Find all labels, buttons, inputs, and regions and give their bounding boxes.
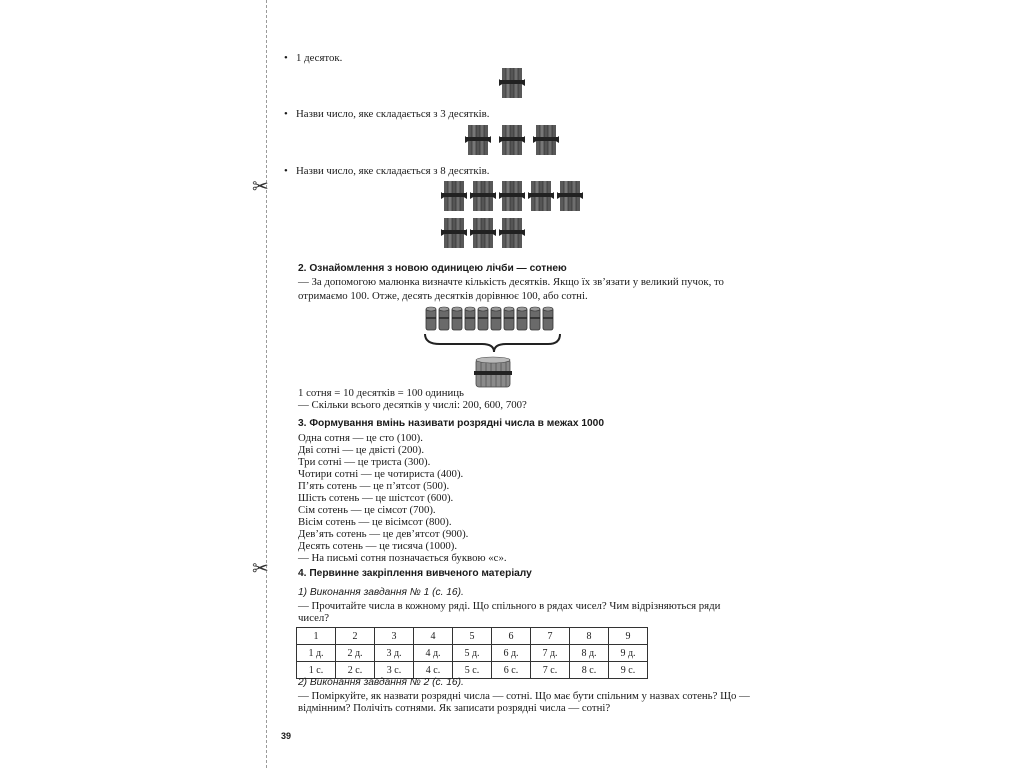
table-cell: 6 д. [492,645,531,662]
ten-sticks-bundle-icon [499,125,525,155]
hundred-bundle-icon [474,357,512,387]
table-cell: 5 д. [453,645,492,662]
table-cell: 2 [336,628,375,645]
paragraph-line: — Поміркуйте, як назвати розрядні числа — сотні. Що має бути спільним у назвах сотень? Що — [298,690,750,702]
ten-sticks-bundle-group [438,178,584,254]
list-line: Чотири сотні — це чотириста (400). [298,468,464,480]
table-cell: 8 с. [570,662,609,679]
section-heading: 3. Формування вмінь називати розрядні числа в межах 1000 [298,418,604,429]
list-line: Дев’ять сотень — це дев’ятсот (900). [298,528,469,540]
ten-sticks-bundle-icon [499,218,525,248]
scissors-icon: ✂ [252,174,269,198]
equation-text: 1 сотня = 10 десятків = 100 одиниць [298,387,464,399]
cut-line [266,0,267,768]
paragraph-line: чисел? [298,612,330,624]
table-cell: 5 [453,628,492,645]
ten-sticks-bundle-icon [470,218,496,248]
table-cell: 5 с. [453,662,492,679]
scissors-icon: ✂ [252,556,269,580]
table-cell: 9 с. [609,662,648,679]
table-cell: 6 [492,628,531,645]
paragraph-line: — За допомогою малюнка визначте кількість десятків. Якщо їх зв’язати у великий пучок, то [298,276,724,288]
table-cell: 1 [297,628,336,645]
list-line: Десять сотень — це тисяча (1000). [298,540,458,552]
table-cell: 3 [375,628,414,645]
bullet-text: Назви число, яке складається з 3 десятків. [296,108,490,120]
ten-sticks-bundle-icon [557,181,583,211]
ten-sticks-bundle-icon [533,125,559,155]
ten-sticks-bundle-icon [470,181,496,211]
place-value-table [296,627,648,679]
paragraph-line: відмінним? Полічіть сотнями. Як записати розрядні числа — сотні? [298,702,611,714]
list-line: Шість сотень — це шістсот (600). [298,492,454,504]
table-cell: 4 д. [414,645,453,662]
table-cell: 1 с. [297,662,336,679]
question-text: — Скільки всього десятків у числі: 200, 600, 700? [298,399,527,411]
table-cell: 9 д. [609,645,648,662]
list-line: — На письмі сотня позначається буквою «с». [298,552,507,564]
curly-brace [425,334,560,352]
table-cell: 8 [570,628,609,645]
ten-sticks-bundle-icon [499,181,525,211]
table-cell: 2 д. [336,645,375,662]
bullet-text: Назви число, яке складається з 8 десятків. [296,165,490,177]
ten-sticks-bundle-icon [528,181,554,211]
table-row [297,662,648,679]
table-cell: 2 с. [336,662,375,679]
ten-sticks-bundle-icon [441,218,467,248]
section-heading: 2. Ознайомлення з новою одиницею лічби — сотнею [298,263,567,274]
list-line: П’ять сотень — це п’ятсот (500). [298,480,450,492]
table-cell: 4 [414,628,453,645]
section-heading: 4. Первинне закріплення вивченого матеріалу [298,568,532,579]
bullet-marker: • [284,52,288,64]
table-cell: 7 д. [531,645,570,662]
page-number: 39 [281,731,292,741]
table-cell: 1 д. [297,645,336,662]
list-line: Дві сотні — це двісті (200). [298,444,425,456]
task-heading: 2) Виконання завдання № 2 (с. 16). [298,677,464,688]
table-cell: 6 с. [492,662,531,679]
list-line: Вісім сотень — це вісімсот (800). [298,516,452,528]
table-cell: 7 [531,628,570,645]
paragraph-line: — Прочитайте числа в кожному ряді. Що спільного в рядах чисел? Чим відрізняються ряди [298,600,721,612]
ten-sticks-bundle-group [464,122,564,158]
table-cell: 7 с. [531,662,570,679]
task-heading: 1) Виконання завдання № 1 (с. 16). [298,587,464,598]
bullet-text: 1 десяток. [296,52,343,64]
table-row [297,645,648,662]
ten-sticks-bundle-icon [465,125,491,155]
ten-sticks-bundle-icon [499,67,525,99]
tens-to-hundred-illustration [420,304,570,392]
list-line: Три сотні — це триста (300). [298,456,431,468]
table-cell: 8 д. [570,645,609,662]
table-cell: 3 с. [375,662,414,679]
table-row [297,628,648,645]
ten-stack-row [426,307,553,330]
list-line: Одна сотня — це сто (100). [298,432,423,444]
table-cell: 3 д. [375,645,414,662]
table-cell: 4 с. [414,662,453,679]
table-cell: 9 [609,628,648,645]
bullet-marker: • [284,108,288,120]
ten-sticks-bundle-icon [441,181,467,211]
paragraph-line: отримаємо 100. Отже, десять десятків дорівнює 100, або сотні. [298,290,588,302]
list-line: Сім сотень — це сімсот (700). [298,504,436,516]
bullet-marker: • [284,165,288,177]
